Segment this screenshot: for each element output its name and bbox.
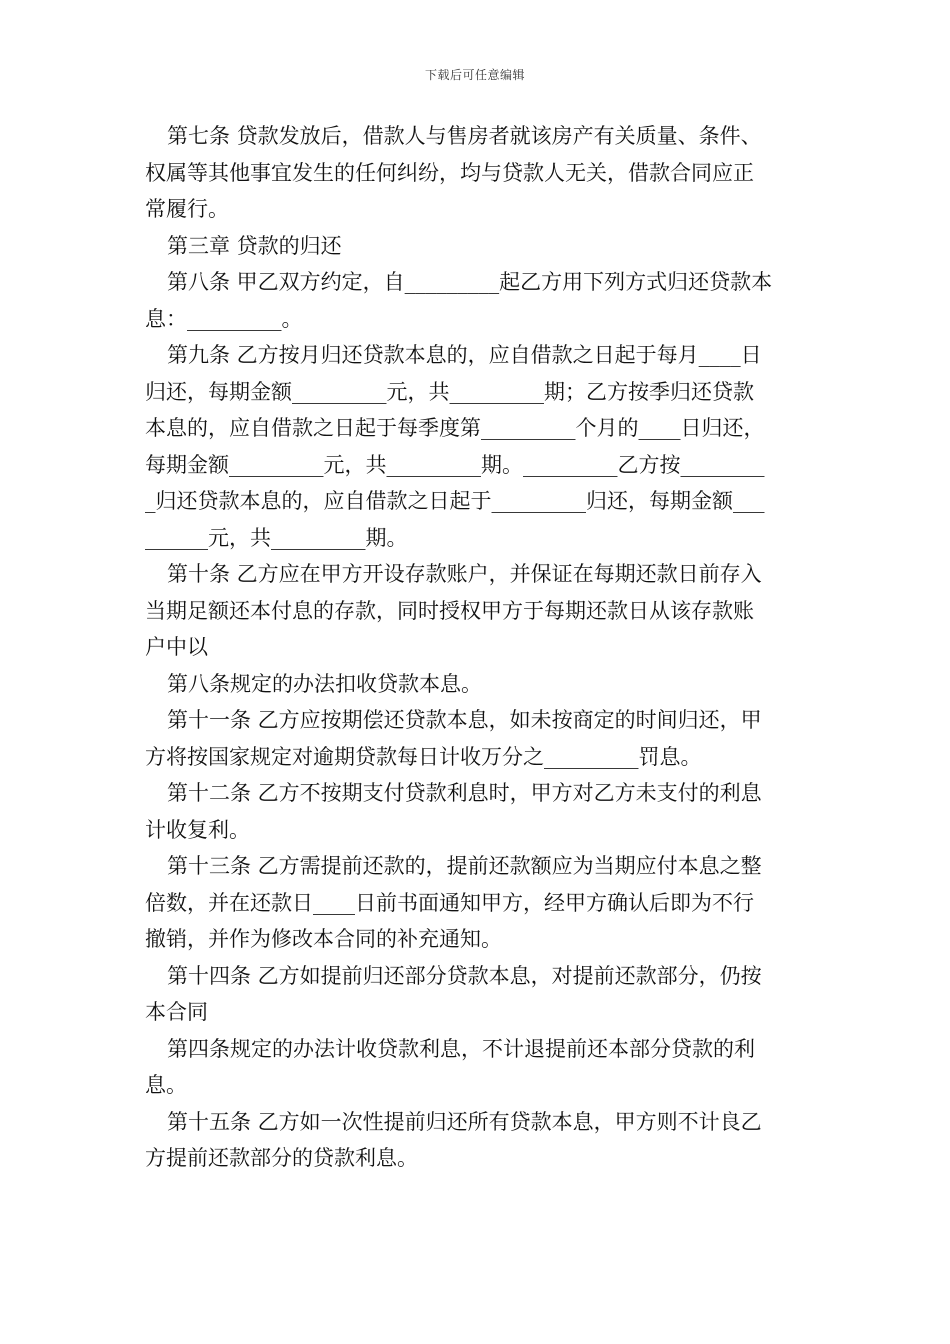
text-line: 当期足额还本付息的存款，同时授权甲方于每期还款日从该存款账 bbox=[145, 598, 754, 623]
text-line: 第十三条 乙方需提前还款的，提前还款额应为当期应付本息之整 bbox=[167, 854, 762, 878]
chapter-heading: 第三章 贷款的归还 bbox=[167, 233, 342, 258]
text-line: 息：_________。 bbox=[145, 306, 303, 331]
text-line: 第九条 乙方按月归还贷款本息的，应自借款之日起于每月____日 bbox=[167, 343, 762, 367]
text-line: 第十五条 乙方如一次性提前归还所有贷款本息，甲方则不计良乙 bbox=[167, 1109, 762, 1134]
page-header: 下载后可任意编辑 bbox=[424, 68, 525, 82]
text-line: 每期金额_________元，共_________期。_________乙方按________ bbox=[145, 452, 765, 477]
text-line: 方将按国家规定对逾期贷款每日计收万分之_________罚息。 bbox=[145, 744, 702, 769]
text-line: 本息的，应自借款之日起于每季度第_________个月的____日归还， bbox=[145, 416, 765, 440]
text-line: 方提前还款部分的贷款利息。 bbox=[145, 1146, 418, 1170]
text-line: 第四条规定的办法计收贷款利息，不计退提前还本部分贷款的利 bbox=[167, 1036, 755, 1061]
text-line: 权属等其他事宜发生的任何纠纷，均与贷款人无关，借款合同应正 bbox=[145, 160, 754, 185]
text-line: 计收复利。 bbox=[145, 817, 250, 842]
text-line: 归还，每期金额_________元，共_________期；乙方按季归还贷款 bbox=[145, 379, 754, 404]
text-line: ______元，共_________期。 bbox=[145, 525, 408, 550]
document-body bbox=[145, 118, 813, 1177]
text-line: 第七条 贷款发放后，借款人与售房者就该房产有关质量、条件、 bbox=[167, 124, 762, 148]
text-line: 第十条 乙方应在甲方开设存款账户，并保证在每期还款日前存入 bbox=[167, 562, 762, 586]
text-line: 第十四条 乙方如提前归还部分贷款本息，对提前还款部分，仍按 bbox=[167, 963, 762, 988]
text-line: 息。 bbox=[145, 1073, 187, 1097]
text-line: 常履行。 bbox=[145, 197, 229, 221]
text-line: 撤销，并作为修改本合同的补充通知。 bbox=[145, 927, 502, 951]
text-line: 第十二条 乙方不按期支付贷款利息时，甲方对乙方未支付的利息 bbox=[167, 781, 762, 805]
text-line: 第八条规定的办法扣收贷款本息。 bbox=[167, 671, 482, 696]
text-line: 第八条 甲乙双方约定，自_________起乙方用下列方式归还贷款本 bbox=[167, 270, 773, 294]
text-line: _归还贷款本息的，应自借款之日起于_________归还，每期金额___ bbox=[145, 489, 765, 513]
text-line: 户中以 bbox=[145, 635, 208, 659]
text-line: 第十一条 乙方应按期偿还贷款本息，如未按商定的时间归还，甲 bbox=[167, 708, 762, 732]
text-line: 倍数，并在还款日____日前书面通知甲方，经甲方确认后即为不行 bbox=[145, 890, 754, 915]
text-line: 本合同 bbox=[145, 1000, 208, 1024]
